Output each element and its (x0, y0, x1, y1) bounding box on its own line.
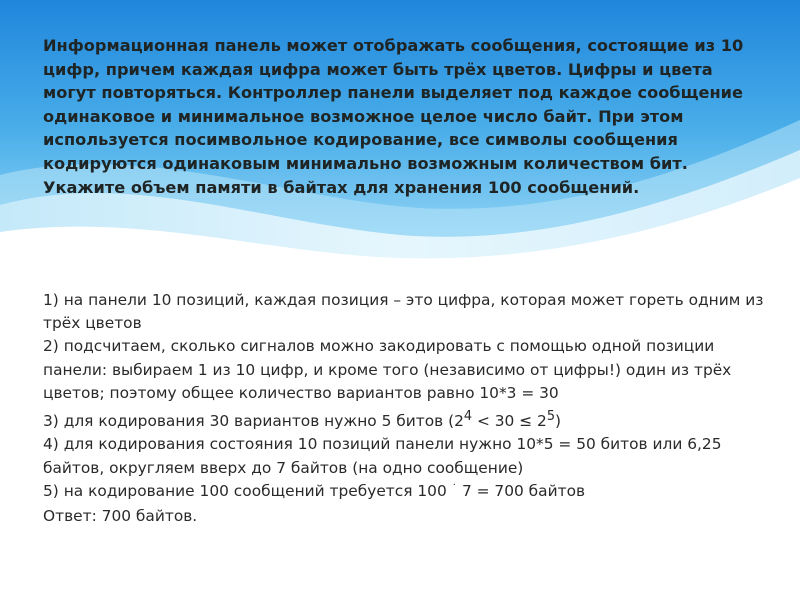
answer-text: Ответ: 700 байтов. (43, 506, 198, 525)
solution-step-3 (43, 405, 768, 433)
solution-step-4: 4) для кодирования состояния 10 позиций панели нужно 10*5 = 50 битов или 6,25 байтов, округляем вверх до 7 байтов (на одно сообщение) (43, 435, 722, 477)
step5-suffix: 7 = 700 байтов (461, 481, 586, 500)
step3-exponent-2: 5 (546, 409, 555, 425)
step5-prefix: 5) на кодирование 100 сообщений требуется 100 (43, 481, 447, 500)
solution-step-5 (43, 480, 768, 505)
step3-exponent-1: 4 (463, 409, 473, 425)
solution-step-1: 1) на панели 10 позиций, каждая позиция – это цифра, которая может гореть одним из трёх цветов (43, 291, 764, 333)
solution-block (43, 289, 768, 528)
multiplication-dot: · (452, 479, 456, 491)
solution-step-2: 2) подсчитаем, сколько сигналов можно закодировать с помощью одной позиции панели: выбираем 1 из 10 цифр, и кроме того (независимо от цифры!) один из трёх цветов; поэтому общее количество вариантов равно 10*3 = 30 (43, 337, 732, 402)
step3-middle: < 30 ≤ 2 (472, 412, 547, 431)
step3-prefix: 3) для кодирования 30 вариантов нужно 5 битов (2 (43, 412, 464, 431)
problem-text: Информационная панель может отображать сообщения, состоящие из 10 цифр, причем каждая цифра может быть трёх цветов. Цифры и цвета могут повторяться. Контроллер панели выделяет под каждое сообщение одинаковое и минимальное возможное целое число байт. При этом используется посимвольное кодирование, все символы сообщения кодируются одинаковым минимально возможным количеством бит. Укажите объем памяти в байтах для хранения 100 сообщений. (43, 36, 744, 197)
step3-suffix: ) (554, 412, 561, 431)
